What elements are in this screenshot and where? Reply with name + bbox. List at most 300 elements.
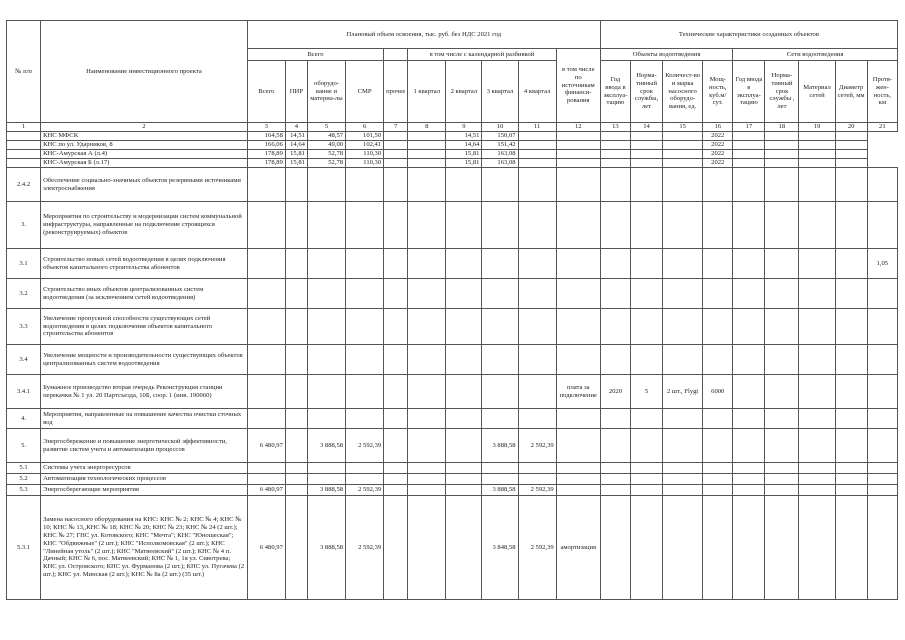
project-name: Строительство новых сетей водоотведения в целях подключения объектов капитального строительства абонентов	[41, 249, 248, 279]
value-cell	[733, 249, 765, 279]
value-cell	[518, 132, 556, 141]
value-cell	[518, 375, 556, 409]
value-cell	[733, 150, 765, 159]
value-cell	[765, 409, 799, 429]
value-cell	[285, 496, 307, 600]
value-cell	[733, 168, 765, 202]
value-cell	[733, 141, 765, 150]
value-cell	[408, 309, 446, 345]
row-number: 3.2	[7, 279, 41, 309]
value-cell: 14,51	[446, 132, 482, 141]
value-cell	[663, 496, 703, 600]
column-number: 3	[247, 123, 285, 132]
value-cell	[835, 474, 867, 485]
value-cell	[247, 474, 285, 485]
header-material: Материал сетей	[799, 61, 835, 123]
value-cell	[835, 345, 867, 375]
value-cell	[765, 485, 799, 496]
value-cell	[384, 429, 408, 463]
value-cell	[408, 375, 446, 409]
value-cell	[307, 409, 345, 429]
project-name: Увеличение мощности и производительности существующих объектов централизованных систем водоотведения	[41, 345, 248, 375]
value-cell	[663, 345, 703, 375]
value-cell	[307, 249, 345, 279]
column-number: 2	[41, 123, 248, 132]
project-name: КНС-Амурская А (л.4)	[41, 150, 248, 159]
value-cell	[835, 496, 867, 600]
value-cell	[285, 463, 307, 474]
value-cell	[518, 409, 556, 429]
value-cell	[384, 409, 408, 429]
value-cell	[733, 496, 765, 600]
value-cell	[867, 309, 897, 345]
value-cell	[408, 202, 446, 249]
value-cell	[703, 474, 733, 485]
project-name: Замена насосного оборудования на КНС: КНС № 2; КНС № 4; КНС № 10; КНС № 13,,КНС № 18; КНС № 20; КНС № 23; КНС № 24 (2 шт.); КНС № 27; ГНС ул. Котовского; КНС "Мечта"; КНС "Юношеская"; КНС "Обдвижные" (2 шт.); КНС "Исполкомовская" (2 шт.); КНС "Линейная утоль" (2 шт.); КНС "Матвеевский" (2 шт.); КНС № 4 п. Дачный; КНС № 6, пос. Матвеевский; КНС № 1, 1я ул. Сивотрева; КНС ул. Островского; КНС ул. Фурманова (2 шт.); КНС ул. Пугачева (2 шт.); КНС ул. Минская (2 шт.); КНС № 8а (2 шт.) (35 шт.)	[41, 496, 248, 600]
value-cell	[835, 375, 867, 409]
value-cell	[346, 168, 384, 202]
value-cell	[867, 375, 897, 409]
value-cell	[765, 375, 799, 409]
value-cell	[446, 309, 482, 345]
value-cell	[799, 309, 835, 345]
value-cell	[630, 202, 662, 249]
value-cell	[733, 409, 765, 429]
value-cell	[556, 345, 600, 375]
value-cell	[867, 409, 897, 429]
value-cell	[518, 279, 556, 309]
value-cell	[346, 309, 384, 345]
value-cell	[482, 474, 518, 485]
header-year-in-networks: Год ввода в эксплуа-тацию	[733, 61, 765, 123]
table-row	[7, 375, 898, 409]
value-cell	[408, 168, 446, 202]
project-name: Системы учета энергоресурсов	[41, 463, 248, 474]
value-cell	[703, 279, 733, 309]
value-cell	[799, 132, 835, 141]
value-cell	[518, 345, 556, 375]
value-cell	[799, 345, 835, 375]
value-cell	[799, 279, 835, 309]
value-cell	[247, 375, 285, 409]
value-cell	[600, 132, 630, 141]
value-cell	[799, 159, 835, 168]
header-objects-water: Объекты водоотведения	[600, 49, 732, 61]
table-row	[7, 485, 898, 496]
header-equipment: оборудо-вание и материа-лы	[307, 61, 345, 123]
value-cell	[799, 409, 835, 429]
value-cell	[663, 249, 703, 279]
value-cell: 102,41	[346, 141, 384, 150]
value-cell	[765, 132, 799, 141]
value-cell	[346, 249, 384, 279]
table-row	[7, 496, 898, 600]
header-q1: 1 квартал	[408, 61, 446, 123]
value-cell: 1,05	[867, 249, 897, 279]
value-cell: 2 592,39	[518, 496, 556, 600]
value-cell	[285, 474, 307, 485]
value-cell	[384, 496, 408, 600]
value-cell	[518, 463, 556, 474]
value-cell	[285, 202, 307, 249]
value-cell	[446, 249, 482, 279]
value-cell	[733, 159, 765, 168]
value-cell	[285, 279, 307, 309]
value-cell: 178,89	[247, 150, 285, 159]
value-cell	[600, 159, 630, 168]
value-cell: 6 480,97	[247, 496, 285, 600]
header-number: № п/п	[7, 21, 41, 123]
row-number: 5.	[7, 429, 41, 463]
value-cell	[482, 249, 518, 279]
value-cell	[703, 345, 733, 375]
value-cell	[663, 159, 703, 168]
value-cell	[446, 375, 482, 409]
table-row	[7, 141, 898, 150]
value-cell	[703, 309, 733, 345]
project-name: КНС-Амурская Б (л.17)	[41, 159, 248, 168]
project-name: Строительство иных объектов централизованных систем водоотведения (за исключением сетей водоотведения)	[41, 279, 248, 309]
header-diameter: Диаметр сетей, мм	[835, 61, 867, 123]
value-cell	[663, 474, 703, 485]
value-cell	[799, 429, 835, 463]
project-name: КНС МФСК	[41, 132, 248, 141]
value-cell	[799, 202, 835, 249]
value-cell	[799, 496, 835, 600]
value-cell: 5	[630, 375, 662, 409]
value-cell	[663, 168, 703, 202]
value-cell	[630, 496, 662, 600]
value-cell	[482, 345, 518, 375]
value-cell	[630, 345, 662, 375]
value-cell	[733, 375, 765, 409]
value-cell	[408, 429, 446, 463]
table-row	[7, 249, 898, 279]
value-cell: 52,78	[307, 150, 345, 159]
value-cell	[446, 279, 482, 309]
value-cell	[703, 249, 733, 279]
value-cell	[482, 375, 518, 409]
value-cell: 49,00	[307, 141, 345, 150]
header-length: Протя-жен-ность, км	[867, 61, 897, 123]
value-cell	[247, 463, 285, 474]
row-number	[7, 150, 41, 159]
value-cell: 3 888,58	[307, 429, 345, 463]
value-cell	[408, 345, 446, 375]
value-cell	[765, 168, 799, 202]
value-cell	[384, 309, 408, 345]
value-cell	[630, 485, 662, 496]
table-row	[7, 159, 898, 168]
value-cell	[867, 474, 897, 485]
value-cell	[518, 141, 556, 150]
value-cell	[384, 202, 408, 249]
value-cell	[384, 345, 408, 375]
value-cell	[867, 429, 897, 463]
value-cell	[446, 168, 482, 202]
column-number: 12	[556, 123, 600, 132]
value-cell	[600, 409, 630, 429]
value-cell	[556, 485, 600, 496]
value-cell	[408, 150, 446, 159]
value-cell	[600, 309, 630, 345]
value-cell	[556, 202, 600, 249]
value-cell: плата за подключение	[556, 375, 600, 409]
value-cell	[446, 474, 482, 485]
value-cell	[600, 141, 630, 150]
project-name: КНС по ул. Ударников, 8	[41, 141, 248, 150]
value-cell	[307, 279, 345, 309]
value-cell	[556, 463, 600, 474]
value-cell	[799, 463, 835, 474]
value-cell	[384, 249, 408, 279]
table-row	[7, 345, 898, 375]
value-cell	[346, 474, 384, 485]
value-cell	[600, 279, 630, 309]
project-name: Энергосбережение и повышение энергетической эффективности, развитие систем учета и автоматизации процессов	[41, 429, 248, 463]
value-cell	[867, 463, 897, 474]
value-cell: 6000	[703, 375, 733, 409]
value-cell	[867, 168, 897, 202]
value-cell: 14,64	[285, 141, 307, 150]
value-cell	[835, 279, 867, 309]
value-cell	[556, 279, 600, 309]
value-cell	[346, 409, 384, 429]
value-cell	[600, 202, 630, 249]
value-cell	[384, 150, 408, 159]
row-number: 3.3	[7, 309, 41, 345]
value-cell	[703, 496, 733, 600]
header-tech-characteristics: Технические характеристики созданных объектов	[600, 21, 897, 49]
value-cell	[307, 375, 345, 409]
column-number-row	[7, 123, 898, 132]
value-cell: амортизация	[556, 496, 600, 600]
value-cell	[765, 279, 799, 309]
value-cell	[799, 141, 835, 150]
column-number: 10	[482, 123, 518, 132]
value-cell	[765, 202, 799, 249]
value-cell	[556, 474, 600, 485]
value-cell	[733, 132, 765, 141]
table-row	[7, 168, 898, 202]
value-cell	[518, 474, 556, 485]
value-cell: 110,30	[346, 150, 384, 159]
header-total-group: Всего	[247, 49, 383, 61]
value-cell	[600, 168, 630, 202]
table-row	[7, 463, 898, 474]
value-cell	[556, 429, 600, 463]
column-number: 21	[867, 123, 897, 132]
value-cell: 15,81	[285, 150, 307, 159]
column-number: 6	[346, 123, 384, 132]
value-cell	[384, 168, 408, 202]
value-cell	[384, 279, 408, 309]
value-cell	[556, 309, 600, 345]
value-cell	[799, 249, 835, 279]
project-name: Бумажное производство вторая очередь Реконструкция станции перекачки № 1 ул. 20 Партсъезда, 10Б, соор. 1 (инв. 190060)	[41, 375, 248, 409]
value-cell	[663, 150, 703, 159]
header-project-name: Наименование инвестиционного проекта	[41, 21, 248, 123]
column-number: 11	[518, 123, 556, 132]
value-cell: 2 592,39	[518, 485, 556, 496]
row-number: 5.3	[7, 485, 41, 496]
value-cell	[600, 429, 630, 463]
value-cell	[408, 132, 446, 141]
value-cell	[247, 345, 285, 375]
value-cell	[307, 168, 345, 202]
value-cell: 3 888,58	[307, 496, 345, 600]
value-cell	[346, 463, 384, 474]
value-cell	[247, 168, 285, 202]
project-name: Энергосберегающие мероприятия	[41, 485, 248, 496]
column-number: 8	[408, 123, 446, 132]
row-number: 2.4.2	[7, 168, 41, 202]
value-cell	[765, 463, 799, 474]
header-by-sources: в том числе по источникам финанси-рования	[556, 49, 600, 123]
value-cell	[733, 202, 765, 249]
value-cell	[247, 279, 285, 309]
value-cell	[482, 409, 518, 429]
header-year-in-objects: Год ввода в эксплуа-тацию	[600, 61, 630, 123]
table-row	[7, 132, 898, 141]
value-cell	[835, 202, 867, 249]
row-number: 5.3.1	[7, 496, 41, 600]
value-cell	[384, 463, 408, 474]
row-number: 5.2	[7, 474, 41, 485]
value-cell	[867, 485, 897, 496]
value-cell: 14,64	[446, 141, 482, 150]
value-cell	[408, 249, 446, 279]
value-cell	[765, 309, 799, 345]
value-cell	[867, 345, 897, 375]
value-cell	[408, 496, 446, 600]
value-cell	[835, 485, 867, 496]
value-cell	[446, 485, 482, 496]
value-cell	[867, 202, 897, 249]
value-cell	[765, 141, 799, 150]
value-cell	[556, 409, 600, 429]
value-cell	[663, 141, 703, 150]
value-cell	[703, 485, 733, 496]
value-cell	[733, 309, 765, 345]
value-cell	[285, 309, 307, 345]
column-number: 5	[307, 123, 345, 132]
value-cell	[630, 141, 662, 150]
value-cell	[556, 132, 600, 141]
value-cell: 2 592,39	[346, 496, 384, 600]
project-name: Мероприятия по строительству и модернизации систем коммунальной инфраструктуры, направленные на подключение строящихся (реконструируемых) объектов	[41, 202, 248, 249]
value-cell	[482, 168, 518, 202]
row-number: 4.	[7, 409, 41, 429]
value-cell	[482, 279, 518, 309]
value-cell	[835, 141, 867, 150]
value-cell	[384, 485, 408, 496]
value-cell: 2 шт., Flygt	[663, 375, 703, 409]
value-cell	[556, 168, 600, 202]
value-cell: 14,51	[285, 132, 307, 141]
value-cell	[835, 168, 867, 202]
row-number	[7, 159, 41, 168]
value-cell	[600, 485, 630, 496]
value-cell	[663, 429, 703, 463]
value-cell	[518, 168, 556, 202]
value-cell	[835, 309, 867, 345]
value-cell	[600, 463, 630, 474]
value-cell	[703, 409, 733, 429]
value-cell	[556, 249, 600, 279]
investment-program-table	[6, 20, 898, 600]
value-cell	[285, 345, 307, 375]
value-cell: 15,81	[446, 150, 482, 159]
value-cell	[518, 309, 556, 345]
column-number: 7	[384, 123, 408, 132]
value-cell	[446, 496, 482, 600]
value-cell	[733, 463, 765, 474]
column-number: 1	[7, 123, 41, 132]
value-cell	[556, 159, 600, 168]
value-cell	[384, 375, 408, 409]
header-networks-water: Сети водоотведения	[733, 49, 898, 61]
value-cell	[408, 279, 446, 309]
value-cell: 2022	[703, 159, 733, 168]
header-pir: ПИР	[285, 61, 307, 123]
value-cell	[799, 150, 835, 159]
value-cell	[765, 249, 799, 279]
value-cell	[446, 429, 482, 463]
value-cell	[799, 474, 835, 485]
value-cell: 15,81	[285, 159, 307, 168]
value-cell: 2 592,39	[518, 429, 556, 463]
value-cell	[663, 409, 703, 429]
value-cell	[518, 159, 556, 168]
column-number: 16	[703, 123, 733, 132]
table-row	[7, 409, 898, 429]
value-cell	[663, 132, 703, 141]
value-cell	[384, 474, 408, 485]
value-cell	[733, 345, 765, 375]
value-cell	[346, 202, 384, 249]
column-number: 18	[765, 123, 799, 132]
header-other: прочее	[384, 61, 408, 123]
value-cell	[733, 429, 765, 463]
value-cell	[384, 141, 408, 150]
value-cell	[765, 150, 799, 159]
value-cell	[799, 168, 835, 202]
value-cell: 2022	[703, 132, 733, 141]
value-cell	[835, 132, 867, 141]
value-cell	[733, 279, 765, 309]
value-cell	[518, 249, 556, 279]
value-cell	[346, 375, 384, 409]
row-number	[7, 132, 41, 141]
header-by-works-placeholder	[384, 49, 408, 61]
value-cell	[446, 345, 482, 375]
column-number: 19	[799, 123, 835, 132]
value-cell	[765, 429, 799, 463]
value-cell	[307, 309, 345, 345]
value-cell	[867, 496, 897, 600]
value-cell	[835, 159, 867, 168]
value-cell	[663, 202, 703, 249]
value-cell: 2 592,39	[346, 429, 384, 463]
value-cell	[307, 463, 345, 474]
row-number	[7, 141, 41, 150]
value-cell: 48,57	[307, 132, 345, 141]
column-number: 20	[835, 123, 867, 132]
value-cell	[799, 375, 835, 409]
table-row	[7, 429, 898, 463]
value-cell: 3 888,58	[482, 429, 518, 463]
